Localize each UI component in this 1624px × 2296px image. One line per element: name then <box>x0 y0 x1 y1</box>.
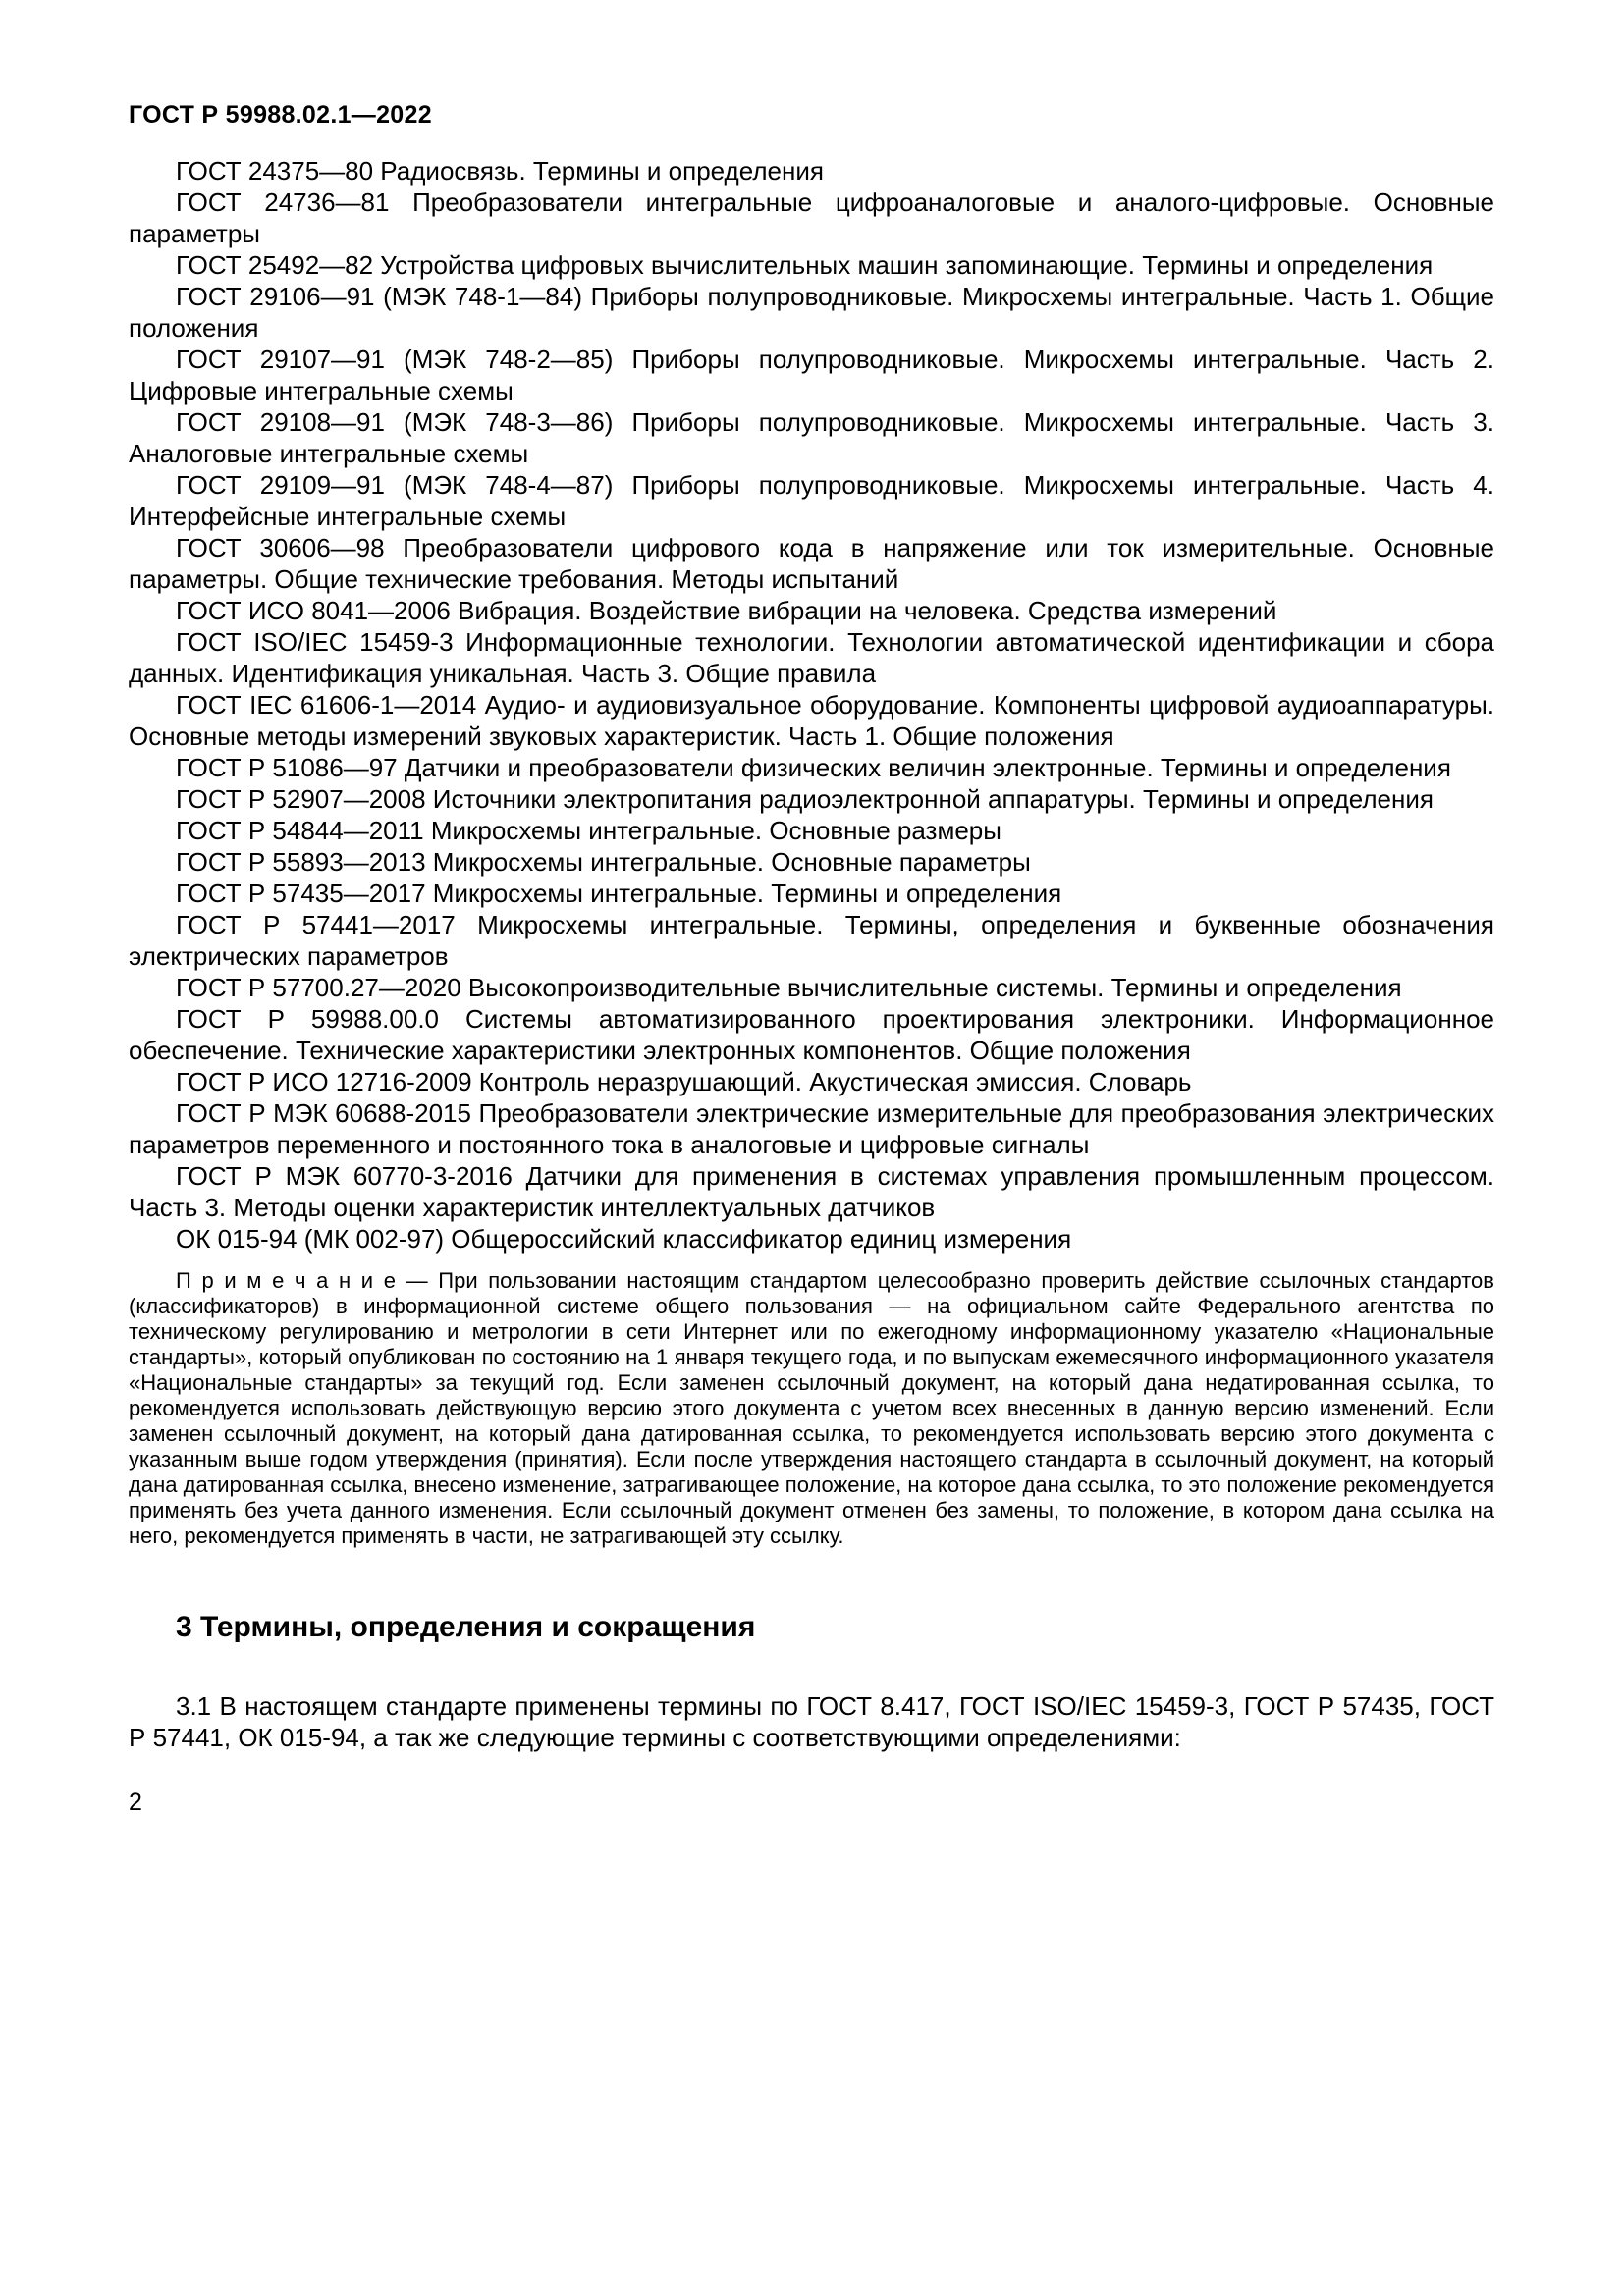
reference-item: ГОСТ Р 57435—2017 Микросхемы интегральные. Термины и определения <box>176 879 1062 908</box>
reference-item: ГОСТ 24375—80 Радиосвязь. Термины и определения <box>176 156 824 186</box>
page-content <box>129 101 1494 1817</box>
note-block <box>129 1268 1494 1549</box>
reference-item: ГОСТ Р 57441—2017 Микросхемы интегральные. Термины, определения и буквенные обозначения электрических параметров <box>129 910 1494 971</box>
reference-item: ГОСТ Р ИСО 12716-2009 Контроль неразрушающий. Акустическая эмиссия. Словарь <box>176 1067 1192 1096</box>
reference-item: ГОСТ Р 52907—2008 Источники электропитания радиоэлектронной аппаратуры. Термины и определения <box>176 784 1434 814</box>
reference-item: ГОСТ 25492—82 Устройства цифровых вычислительных машин запоминающие. Термины и определения <box>176 250 1434 280</box>
note-label: П р и м е ч а н и е <box>176 1268 396 1293</box>
reference-item: ГОСТ 29108—91 (МЭК 748-3—86) Приборы полупроводниковые. Микросхемы интегральные. Часть 3. Аналоговые интегральные схемы <box>129 407 1494 468</box>
reference-item: ГОСТ 24736—81 Преобразователи интегральные цифроаналоговые и аналого-цифровые. Основные параметры <box>129 187 1494 248</box>
note-text: При пользовании настоящим стандартом целесообразно проверить действие ссылочных стандартов (классификаторов) в информационной системе общего пользования — на официальном сайте Федерального агентства по техническому регулированию и метрологии в сети Интернет или по ежегодному информационному указателю «Национальные стандарты», который опубликован по состоянию на 1 января текущего года, и по выпускам ежемесячного информационного указателя «Национальные стандарты» за текущий год. Если заменен ссылочный документ, на который дана недатированная ссылка, то рекомендуется использовать действующую версию этого документа с учетом всех внесенных в данную версию изменений. Если заменен ссылочный документ, на который дана датированная ссылка, то рекомендуется использовать версию этого документа с указанным выше годом утверждения (принятия). Если после утверждения настоящего стандарта в ссылочный документ, на который дана датированная ссылка, внесено изменение, затрагивающее положение, на которое дана ссылка, то это положение рекомендуется применять без учета данного изменения. Если ссылочный документ отменен без замены, то положение, в котором дана ссылка на него, рекомендуется применять в части, не затрагивающей эту ссылку. <box>129 1268 1494 1548</box>
reference-item: ГОСТ Р 59988.00.0 Системы автоматизированного проектирования электроники. Информационное обеспечение. Технические характеристики электронных компонентов. Общие положения <box>129 1004 1494 1065</box>
reference-item: ГОСТ IEC 61606-1—2014 Аудио- и аудиовизуальное оборудование. Компоненты цифровой аудиоаппаратуры. Основные методы измерений звуковых характеристик. Часть 1. Общие положения <box>129 690 1494 751</box>
reference-item: ГОСТ ISO/IEC 15459-3 Информационные технологии. Технологии автоматической идентификации и сбора данных. Идентификация уникальная. Часть 3. Общие правила <box>129 627 1494 688</box>
reference-item: ГОСТ Р МЭК 60688-2015 Преобразователи электрические измерительные для преобразования электрических параметров переменного и постоянного тока в аналоговые и цифровые сигналы <box>129 1098 1494 1159</box>
clause-3-1-paragraph: 3.1 В настоящем стандарте применены термины по ГОСТ 8.417, ГОСТ ISO/IEC 15459-3, ГОСТ Р 57435, ГОСТ Р 57441, ОК 015-94, а так же следующие термины с соответствующими определениями: <box>129 1691 1494 1752</box>
reference-item: ГОСТ ИСО 8041—2006 Вибрация. Воздействие вибрации на человека. Средства измерений <box>176 596 1277 625</box>
reference-item: ГОСТ Р МЭК 60770-3-2016 Датчики для применения в системах управления промышленным процессом. Часть 3. Методы оценки характеристик интеллектуальных датчиков <box>129 1161 1494 1222</box>
reference-item: ГОСТ 29107—91 (МЭК 748-2—85) Приборы полупроводниковые. Микросхемы интегральные. Часть 2. Цифровые интегральные схемы <box>129 345 1494 405</box>
document-code-header: ГОСТ Р 59988.02.1—2022 <box>129 101 432 129</box>
reference-item: ГОСТ 29109—91 (МЭК 748-4—87) Приборы полупроводниковые. Микросхемы интегральные. Часть 4. Интерфейсные интегральные схемы <box>129 470 1494 531</box>
reference-item: ГОСТ 29106—91 (МЭК 748-1—84) Приборы полупроводниковые. Микросхемы интегральные. Часть 1. Общие положения <box>129 282 1494 343</box>
reference-item: ГОСТ Р 54844—2011 Микросхемы интегральные. Основные размеры <box>176 816 1001 845</box>
section-3-heading: 3 Термины, определения и сокращения <box>176 1611 756 1643</box>
reference-item: ГОСТ Р 57700.27—2020 Высокопроизводительные вычислительные системы. Термины и определения <box>176 973 1402 1002</box>
reference-item: ОК 015-94 (МК 002-97) Общероссийский классификатор единиц измерения <box>176 1224 1072 1254</box>
reference-item: ГОСТ Р 51086—97 Датчики и преобразователи физических величин электронные. Термины и определения <box>176 753 1451 782</box>
page-number: 2 <box>129 1789 142 1816</box>
note-separator: — <box>395 1268 439 1293</box>
references-list <box>129 155 1494 1255</box>
reference-item: ГОСТ Р 55893—2013 Микросхемы интегральные. Основные параметры <box>176 847 1031 877</box>
reference-item: ГОСТ 30606—98 Преобразователи цифрового кода в напряжение или ток измерительные. Основные параметры. Общие технические требования. Методы испытаний <box>129 533 1494 594</box>
